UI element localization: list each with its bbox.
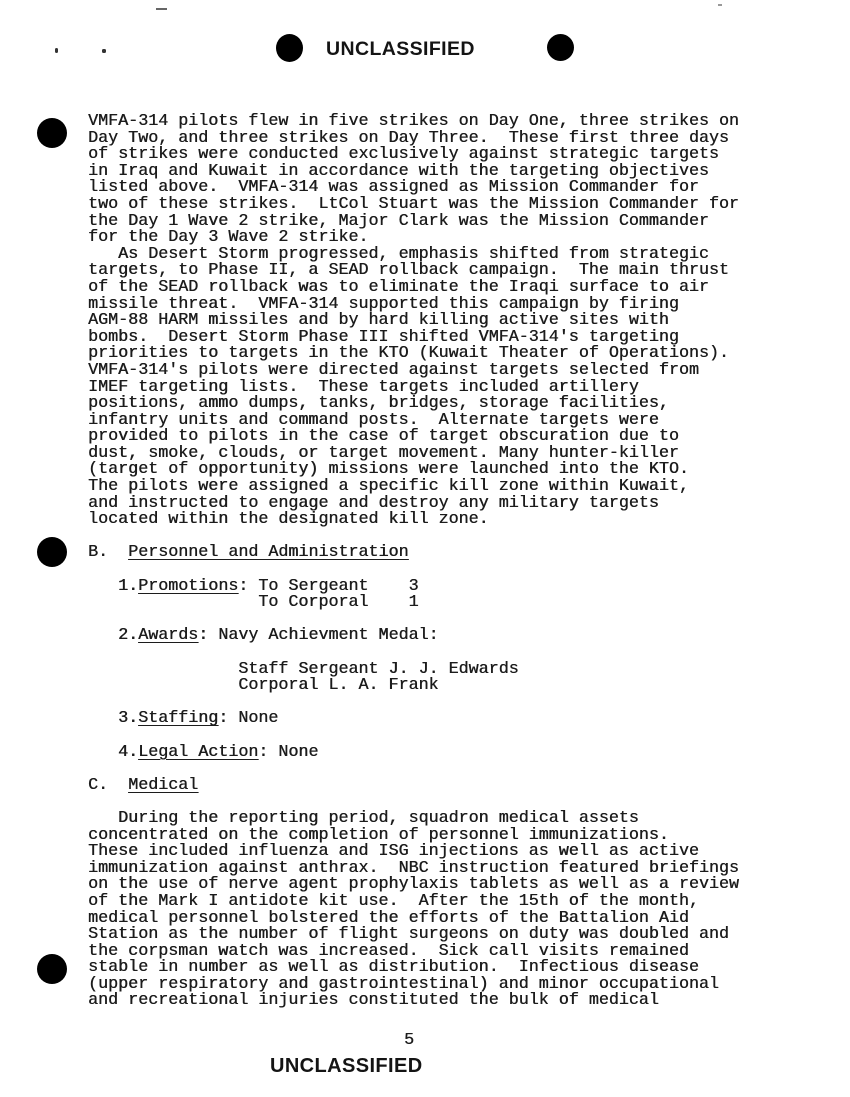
hole-punch-dot: [37, 537, 67, 567]
page-number: 5: [404, 1031, 415, 1050]
document-line: As Desert Storm progressed, emphasis shifted from strategic: [88, 244, 709, 264]
document-line: targets, to Phase II, a SEAD rollback campaign. The main thrust: [88, 261, 729, 281]
document-line: Staff Sergeant J. J. Edwards: [88, 659, 519, 679]
document-line: C. Medical: [88, 775, 199, 795]
document-line: To Corporal 1: [88, 593, 419, 613]
header-classification-label: UNCLASSIFIED: [326, 38, 475, 60]
document-line: medical personnel bolstered the efforts of the Battalion Aid: [88, 908, 689, 928]
document-line: Corporal L. A. Frank: [88, 676, 439, 696]
underlined-heading-text: Legal Action: [138, 742, 259, 762]
document-line: IMEF targeting lists. These targets included artillery: [88, 377, 639, 397]
document-line: B. Personnel and Administration: [88, 543, 409, 563]
underlined-heading-text: Personnel and Administration: [128, 543, 409, 563]
document-line: 4.Legal Action: None: [88, 742, 319, 762]
document-line: listed above. VMFA-314 was assigned as Mission Commander for: [88, 178, 699, 198]
document-line: concentrated on the completion of personnel immunizations.: [88, 825, 669, 845]
document-line: and recreational injuries constituted the bulk of medical: [88, 991, 659, 1011]
scan-artifact-dash: [718, 4, 722, 6]
document-line: of strikes were conducted exclusively against strategic targets: [88, 145, 719, 165]
document-line: 2.Awards: Navy Achievment Medal:: [88, 626, 439, 646]
document-line: located within the designated kill zone.: [88, 510, 489, 530]
document-line: immunization against anthrax. NBC instruction featured briefings: [88, 858, 739, 878]
document-line: The pilots were assigned a specific kill zone within Kuwait,: [88, 477, 689, 497]
scan-artifact-speck: [102, 49, 106, 53]
document-line: provided to pilots in the case of target obscuration due to: [88, 427, 679, 447]
document-line: missile threat. VMFA-314 supported this campaign by firing: [88, 294, 679, 314]
document-line: the Day 1 Wave 2 strike, Major Clark was the Mission Commander: [88, 211, 709, 231]
footer-classification-label: UNCLASSIFIED: [270, 1055, 423, 1077]
scan-artifact-dash: [156, 8, 167, 10]
document-line: Day Two, and three strikes on Day Three. These first three days: [88, 128, 729, 148]
document-line: (target of opportunity) missions were launched into the KTO.: [88, 460, 689, 480]
document-line: in Iraq and Kuwait in accordance with the targeting objectives: [88, 161, 709, 181]
document-line: for the Day 3 Wave 2 strike.: [88, 228, 369, 248]
document-line: the corpsman watch was increased. Sick call visits remained: [88, 941, 689, 961]
document-line: two of these strikes. LtCol Stuart was the Mission Commander for: [88, 194, 739, 214]
document-line: priorities to targets in the KTO (Kuwait Theater of Operations).: [88, 344, 729, 364]
document-line: infantry units and command posts. Alternate targets were: [88, 410, 659, 430]
document-line: bombs. Desert Storm Phase III shifted VMFA-314's targeting: [88, 327, 679, 347]
classification-dot-left: [276, 34, 303, 62]
document-line: These included influenza and ISG injections as well as active: [88, 842, 699, 862]
document-line: 1.Promotions: To Sergeant 3: [88, 576, 419, 596]
document-line: AGM-88 HARM missiles and by hard killing active sites with: [88, 311, 669, 331]
underlined-heading-text: Medical: [128, 775, 199, 795]
underlined-heading-text: Awards: [138, 626, 199, 646]
document-line: 3.Staffing: None: [88, 709, 279, 729]
document-line: on the use of nerve agent prophylaxis tablets as well as a review: [88, 875, 739, 895]
document-body: [88, 114, 739, 1010]
hole-punch-dot: [37, 954, 67, 984]
document-line: positions, ammo dumps, tanks, bridges, storage facilities,: [88, 394, 669, 414]
document-line: VMFA-314 pilots flew in five strikes on Day One, three strikes on: [88, 112, 739, 131]
document-line: stable in number as well as distribution. Infectious disease: [88, 958, 699, 978]
classification-dot-right: [547, 34, 574, 61]
hole-punch-dot: [37, 118, 67, 148]
scan-artifact-speck: [55, 48, 58, 53]
underlined-heading-text: Staffing: [138, 709, 219, 729]
document-line: During the reporting period, squadron medical assets: [88, 808, 639, 828]
document-line: VMFA-314's pilots were directed against targets selected from: [88, 360, 699, 380]
document-line: of the SEAD rollback was to eliminate the Iraqi surface to air: [88, 277, 709, 297]
document-line: Station as the number of flight surgeons on duty was doubled and: [88, 925, 729, 945]
document-line: dust, smoke, clouds, or target movement. Many hunter-killer: [88, 443, 679, 463]
underlined-heading-text: Promotions: [138, 576, 239, 596]
document-line: and instructed to engage and destroy any military targets: [88, 493, 659, 513]
document-line: (upper respiratory and gastrointestinal) and minor occupational: [88, 974, 719, 994]
document-line: of the Mark I antidote kit use. After the 15th of the month,: [88, 891, 699, 911]
